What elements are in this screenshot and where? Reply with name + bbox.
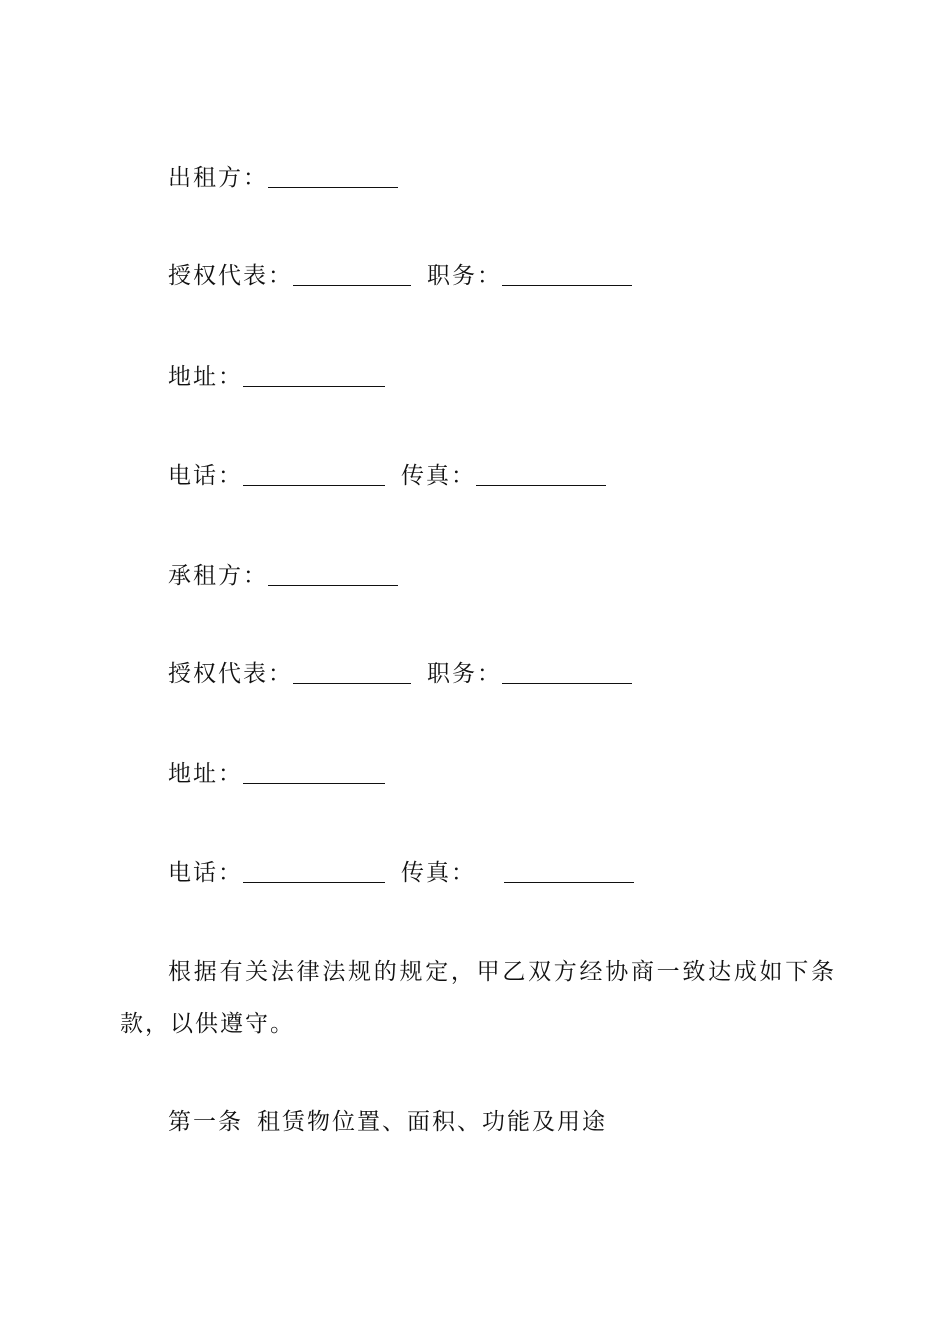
lessor-party-label: 出租方：	[168, 165, 268, 191]
lessee-fax-blank	[504, 860, 634, 883]
lessor-rep-blank	[293, 263, 411, 286]
lessor-title-label: 职务：	[427, 263, 502, 289]
lessor-rep-label: 授权代表：	[168, 263, 293, 289]
lessee-title-blank	[502, 661, 632, 684]
lessor-fax-label: 传真：	[401, 463, 476, 489]
lessor-address-label: 地址：	[168, 364, 243, 390]
lessee-phone-label: 电话：	[168, 860, 243, 886]
article-1-number: 第一条	[168, 1109, 243, 1135]
lessee-address-blank	[243, 761, 385, 784]
lessee-party-blank	[268, 563, 398, 586]
lessor-phone-label: 电话：	[168, 463, 243, 489]
lessor-contact-line	[168, 460, 606, 492]
lessor-rep-line	[168, 260, 632, 292]
lessee-title-label: 职务：	[427, 661, 502, 687]
lessor-phone-blank	[243, 463, 385, 486]
intro-paragraph: 根据有关法律法规的规定，甲乙双方经协商一致达成如下条款，以供遵守。	[120, 959, 836, 1037]
lessor-party-line	[168, 162, 398, 194]
article-1-title: 租赁物位置、面积、功能及用途	[257, 1109, 607, 1135]
lessor-title-blank	[502, 263, 632, 286]
lessee-party-line	[168, 560, 398, 592]
lessee-rep-line	[168, 658, 632, 690]
lessee-phone-blank	[243, 860, 385, 883]
lessee-rep-blank	[293, 661, 411, 684]
lessee-party-label: 承租方：	[168, 563, 268, 589]
lessee-address-label: 地址：	[168, 761, 243, 787]
lessee-rep-label: 授权代表：	[168, 661, 293, 687]
lessee-contact-line	[168, 857, 634, 889]
lessor-address-blank	[243, 364, 385, 387]
lessee-fax-label: 传真：	[401, 860, 476, 886]
lessee-address-line	[168, 758, 385, 790]
article-1-heading	[168, 1106, 607, 1138]
lessor-address-line	[168, 361, 385, 393]
lessor-party-blank	[268, 165, 398, 188]
lessor-fax-blank	[476, 463, 606, 486]
